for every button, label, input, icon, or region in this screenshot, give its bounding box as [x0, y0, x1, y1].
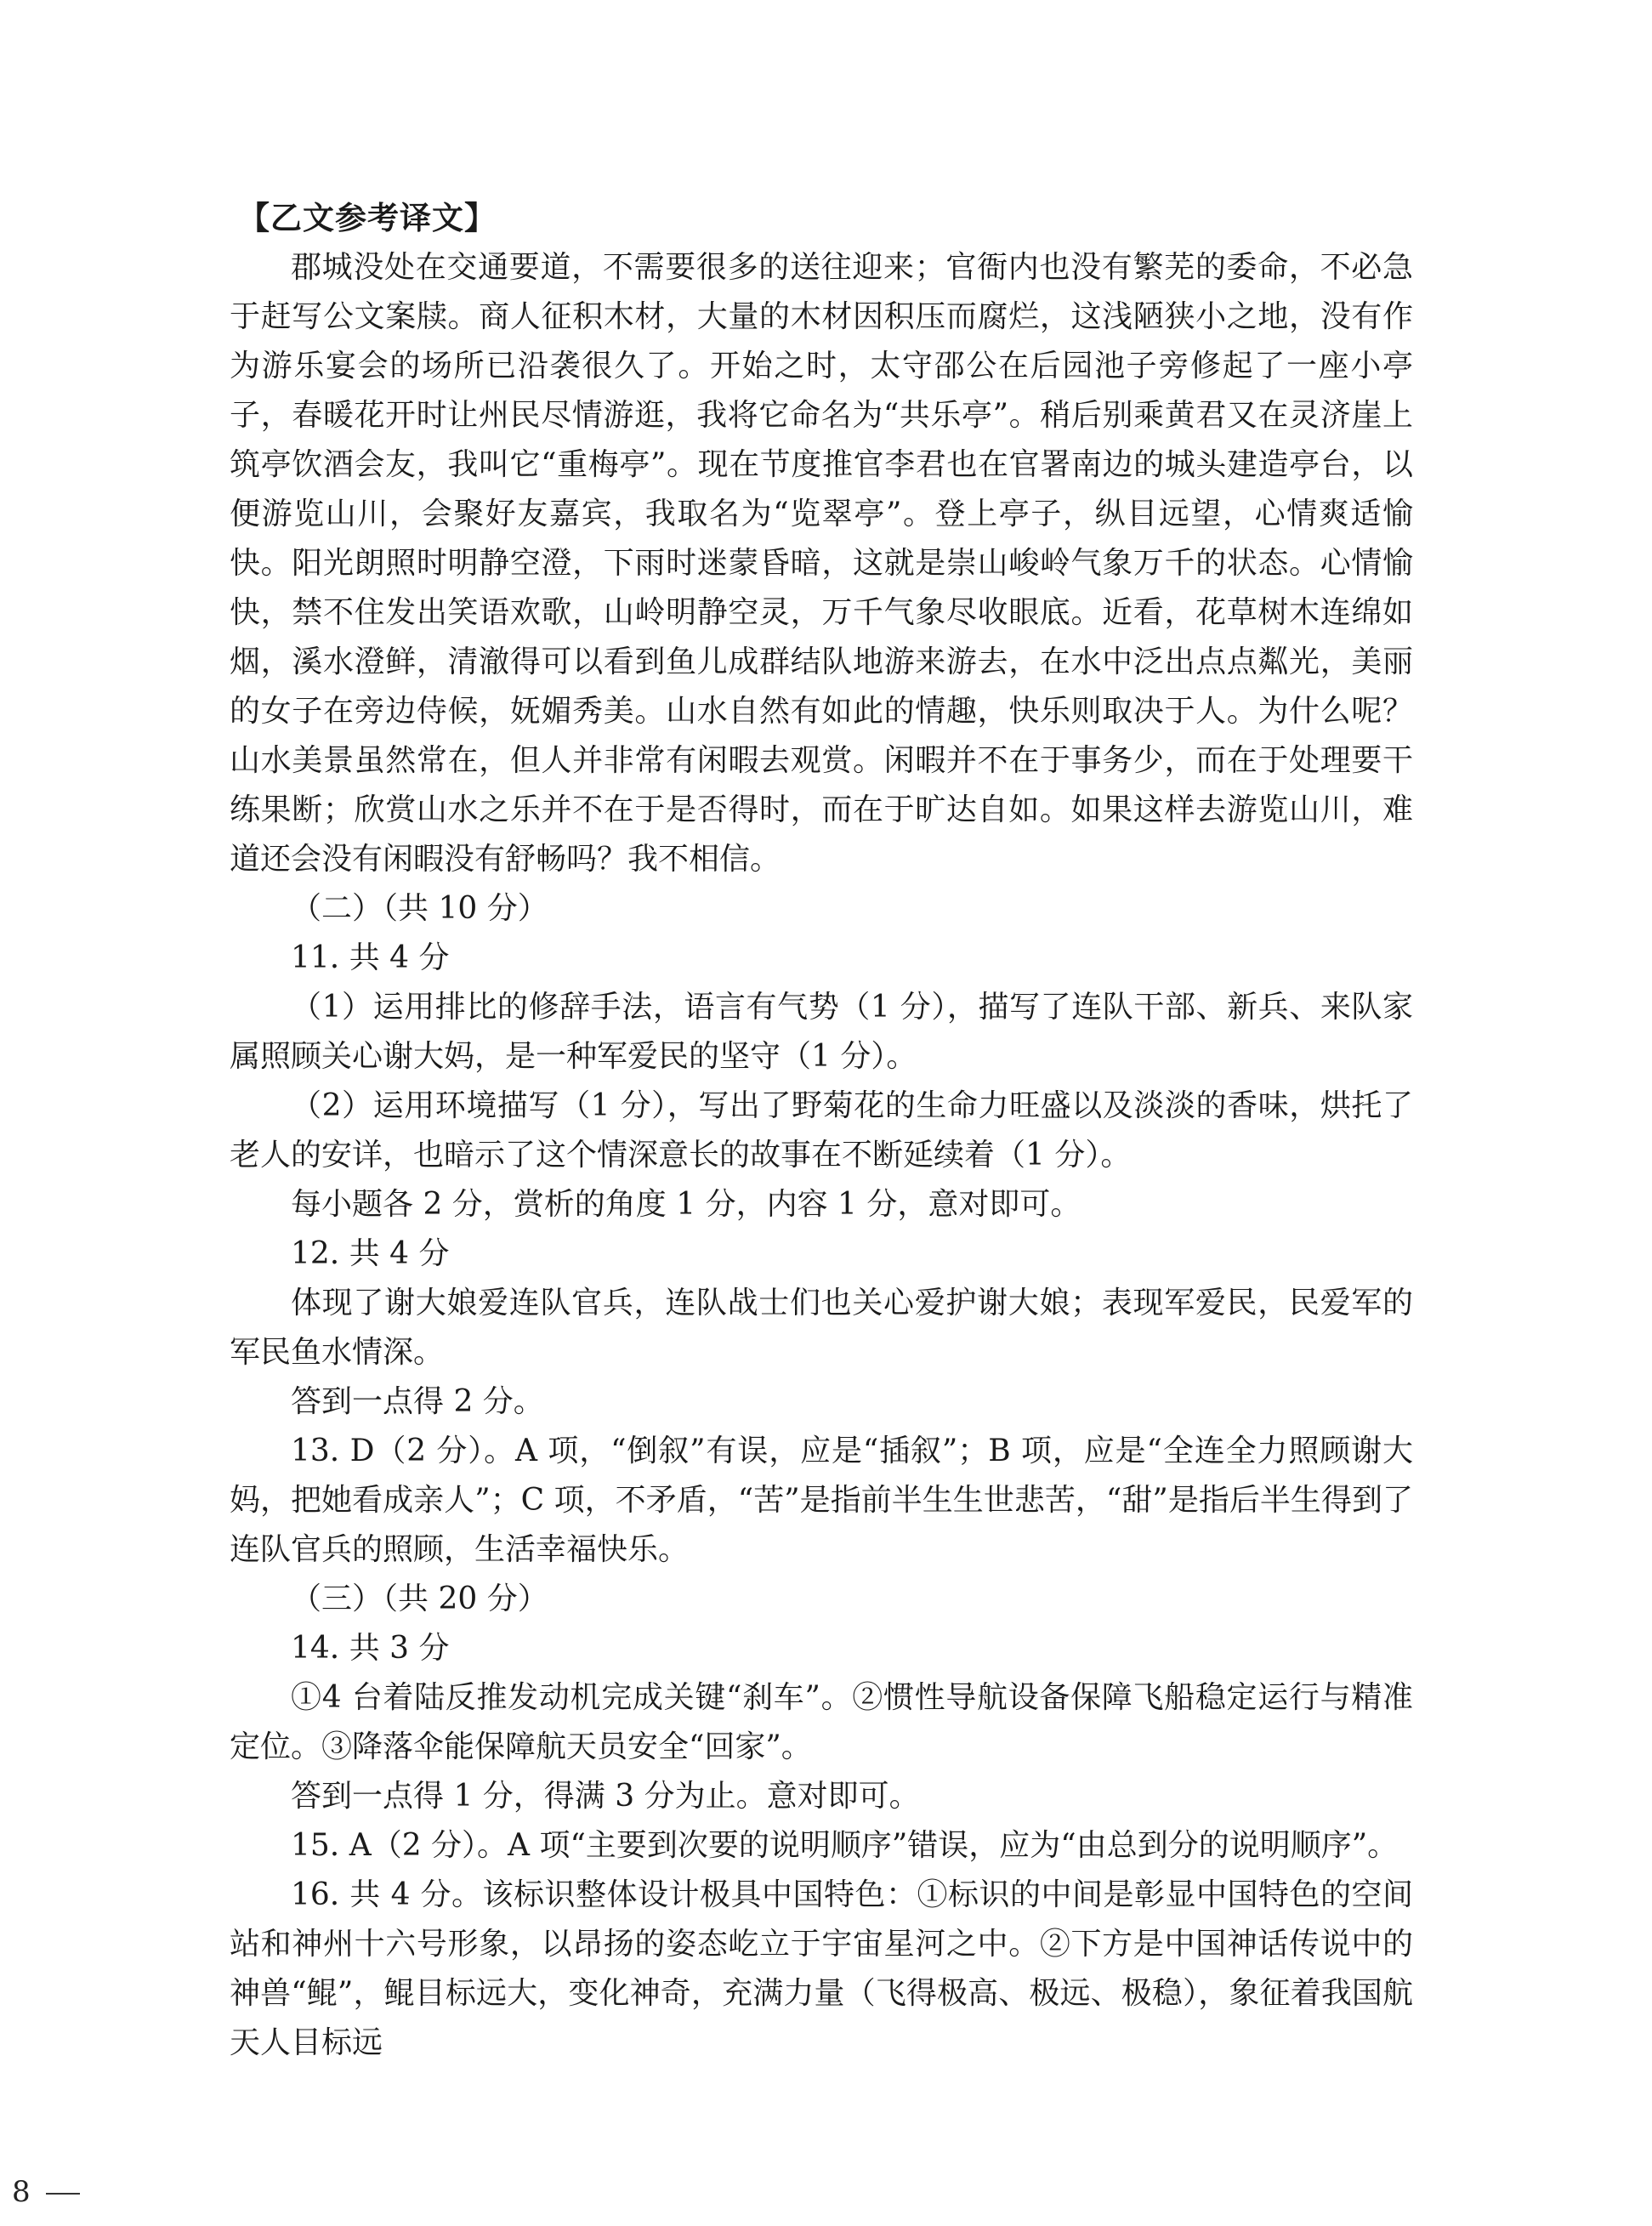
page-footer	[12, 2175, 80, 2209]
scoring-note: 答到一点得 1 分，得满 3 分为止。意对即可。	[291, 1779, 920, 1814]
section-title: （三）（共 20 分）	[291, 1581, 548, 1616]
document-body	[230, 194, 1413, 2068]
translation-paragraph: 郡城没处在交通要道，不需要很多的送往迎来；官衙内也没有繁芜的委命，不必急于赶写公文案牍。商人征积木材，大量的木材因积压而腐烂，这浅陋狭小之地，没有作为游乐宴会的场所已沿袭很久了。开始之时，太守邵公在后园池子旁修起了一座小亭子，春暖花开时让州民尽情游逛，我将它命名为“共乐亭”。稍后别乘黄君又在灵济崖上筑亭饮酒会友，我叫它“重梅亭”。现在节度推官李君也在官署南边的城头建造亭台，以便游览山川，会聚好友嘉宾，我取名为“览翠亭”。登上亭子，纵目远望，心情爽适愉快。阳光朗照时明静空澄，下雨时迷蒙昏暗，这就是崇山峻岭气象万千的状态。心情愉快，禁不住发出笑语欢歌，山岭明静空灵，万千气象尽收眼底。近看，花草树木连绵如烟，溪水澄鲜，清澈得可以看到鱼儿成群结队地游来游去，在水中泛出点点粼光，美丽的女子在旁边侍候，妩媚秀美。山水自然有如此的情趣，快乐则取决于人。为什么呢？山水美景虽然常在，但人并非常有闲暇去观赏。闲暇并不在于事务少，而在于处理要干练果断；欣赏山水之乐并不在于是否得时，而在于旷达自如。如果这样去游览山川，难道还会没有闲暇没有舒畅吗？我不相信。	[230, 250, 1413, 877]
question-header: 11. 共 4 分	[291, 940, 450, 975]
answer-text: （2）运用环境描写（1 分），写出了野菊花的生命力旺盛以及淡淡的香味，烘托了老人的安详，也暗示了这个情深意长的故事在不断延续着（1 分）。	[230, 1088, 1413, 1173]
scoring-note: 答到一点得 2 分。	[291, 1384, 544, 1419]
answer-text: 16. 共 4 分。该标识整体设计极具中国特色：①标识的中间是彰显中国特色的空间站和神州十六号形象，以昂扬的姿态屹立于宇宙星河之中。②下方是中国神话传说中的神兽“鲲”，鲲目标远大，变化神奇，充满力量（飞得极高、极远、极稳），象征着我国航天人目标远	[230, 1877, 1413, 2060]
answer-text: 13. D（2 分）。A 项，“倒叙”有误，应是“插叙”；B 项，应是“全连全力照顾谢大妈，把她看成亲人”；C 项，不矛盾，“苦”是指前半生生世悲苦，“甜”是指后半生得到了连队官兵的照顾，生活幸福快乐。	[230, 1434, 1413, 1567]
answer-text: （1）运用排比的修辞手法，语言有气势（1 分），描写了连队干部、新兵、来队家属照顾关心谢大妈，是一种军爱民的坚守（1 分）。	[230, 990, 1413, 1074]
section-heading: 【乙文参考译文】	[238, 200, 497, 236]
question-header: 14. 共 3 分	[291, 1631, 450, 1666]
page-number: 8	[12, 2175, 31, 2209]
scoring-note: 每小题各 2 分，赏析的角度 1 分，内容 1 分，意对即可。	[291, 1187, 1081, 1222]
question-header: 12. 共 4 分	[291, 1236, 450, 1271]
answer-text: 15. A（2 分）。A 项“主要到次要的说明顺序”错误，应为“由总到分的说明顺序”。	[291, 1828, 1399, 1863]
answer-text: ①4 台着陆反推发动机完成关键“刹车”。②惯性导航设备保障飞船稳定运行与精准定位。③降落伞能保障航天员安全“回家”。	[230, 1680, 1413, 1764]
footer-dash	[46, 2193, 80, 2195]
section-title: （二）（共 10 分）	[291, 891, 548, 926]
answer-text: 体现了谢大娘爱连队官兵，连队战士们也关心爱护谢大娘；表现军爱民，民爱军的军民鱼水情深。	[230, 1286, 1413, 1370]
